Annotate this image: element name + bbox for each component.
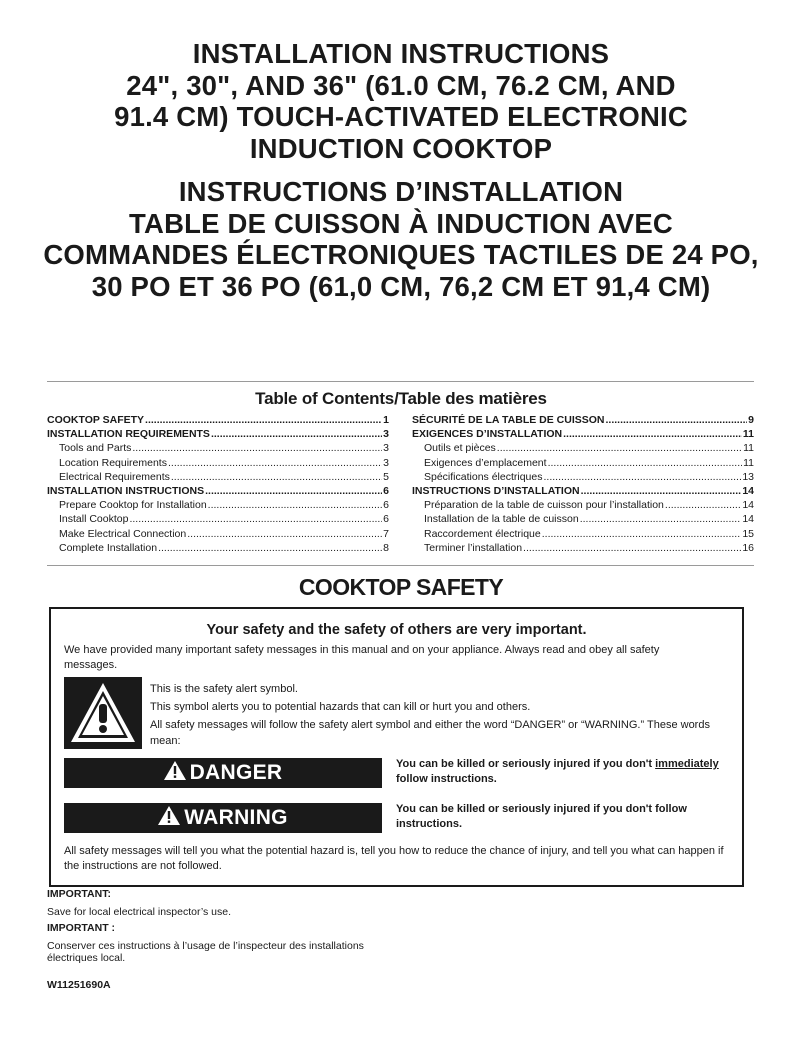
toc-entry-label: INSTALLATION REQUIREMENTS: [47, 428, 210, 441]
toc-leader-dots: [132, 441, 382, 455]
note-heading: IMPORTANT :: [47, 922, 116, 934]
toc-entry-page: 14: [742, 513, 754, 526]
alert-line: All safety messages will follow the safety alert symbol and either the word “DANGER” or “WARNING.” These words mean:: [150, 719, 710, 747]
toc-entry-label: INSTRUCTIONS D’INSTALLATION: [412, 485, 580, 498]
toc-leader-dots: [187, 527, 382, 541]
alert-line: This symbol alerts you to potential hazards that can kill or hurt you and others.: [150, 701, 531, 713]
alert-line: This is the safety alert symbol.: [150, 683, 298, 695]
toc-leader-dots: [497, 441, 742, 455]
toc-entry-label: Prepare Cooktop for Installation: [59, 499, 207, 512]
title-line: INSTRUCTIONS D’INSTALLATION: [178, 176, 624, 207]
toc-entry-label: SÉCURITÉ DE LA TABLE DE CUISSON: [412, 414, 605, 426]
toc-entry-label: Outils et pièces: [424, 442, 496, 455]
danger-label: DANGER: [189, 761, 283, 784]
toc-entry-page: 8: [383, 541, 389, 554]
toc-entry-label: Location Requirements: [59, 456, 167, 469]
toc-entry-page: 3: [383, 456, 389, 469]
title-line: INSTALLATION INSTRUCTIONS: [192, 38, 610, 69]
danger-text: follow instructions.: [396, 772, 497, 785]
safety-alert-explanation: [150, 682, 710, 752]
toc-entry[interactable]: [412, 498, 754, 512]
toc-entry-page: 11: [742, 428, 754, 441]
toc-leader-dots: [548, 456, 743, 470]
toc-entry[interactable]: [47, 470, 389, 484]
toc-entry-page: 6: [383, 513, 389, 526]
note-heading: IMPORTANT:: [47, 888, 111, 900]
title-line: INDUCTION COOKTOP: [249, 132, 553, 164]
section-heading: COOKTOP SAFETY: [298, 574, 504, 600]
toc-leader-dots: [563, 427, 742, 441]
toc-entry[interactable]: [412, 512, 754, 526]
document-number: W11251690A: [47, 979, 111, 991]
toc-entry-page: 3: [383, 442, 389, 455]
toc-entry-page: 15: [742, 527, 754, 540]
toc-entry-label: EXIGENCES D’INSTALLATION: [412, 428, 563, 441]
toc-entry-page: 5: [383, 470, 389, 483]
toc-entry[interactable]: [412, 427, 754, 441]
toc-entry-label: Raccordement électrique: [424, 527, 541, 540]
note-text: Conserver ces instructions à l’usage de l’inspecteur des installations électriques local.: [47, 939, 364, 964]
title-line: 91.4 CM) TOUCH-ACTIVATED ELECTRONIC: [114, 101, 688, 132]
title-line: TABLE DE CUISSON À INDUCTION AVEC: [129, 207, 673, 239]
toc-entry-label: Exigences d’emplacement: [424, 456, 547, 469]
toc-entry[interactable]: [47, 498, 389, 512]
toc-column-french: [412, 413, 754, 555]
toc-column-english: [47, 413, 389, 555]
french-title: [0, 176, 802, 302]
english-title: [0, 38, 802, 164]
toc-entry-page: 6: [383, 485, 389, 498]
warning-description: You can be killed or seriously injured if you don't follow instructions.: [396, 803, 687, 830]
toc-entry[interactable]: [47, 441, 389, 455]
toc-entry[interactable]: [47, 456, 389, 470]
toc-entry-label: Préparation de la table de cuisson pour l’installation: [424, 499, 664, 512]
toc-leader-dots: [205, 484, 382, 498]
toc-entry-label: Make Electrical Connection: [59, 527, 187, 540]
toc-leader-dots: [580, 512, 742, 526]
toc-entry[interactable]: [412, 541, 754, 555]
toc-entry[interactable]: [47, 541, 389, 555]
danger-banner: [64, 758, 382, 788]
divider: [47, 381, 754, 382]
toc-entry-label: Terminer l’installation: [424, 541, 523, 554]
danger-emphasis: immediately: [655, 758, 719, 770]
title-line: 24", 30", AND 36" (61.0 CM, 76.2 CM, AND: [126, 69, 676, 101]
toc-leader-dots: [158, 541, 382, 555]
toc-entry[interactable]: [412, 456, 754, 470]
toc-entry-page: 14: [742, 499, 754, 512]
toc-entry-page: 11: [743, 456, 754, 469]
toc-leader-dots: [171, 470, 382, 484]
toc-entry-label: Installation de la table de cuisson: [424, 513, 579, 526]
toc-entry[interactable]: [47, 427, 389, 441]
warning-triangle-icon: [164, 761, 186, 786]
toc-entry[interactable]: [412, 413, 754, 427]
warning-triangle-icon: [158, 806, 180, 831]
toc-entry[interactable]: [47, 484, 389, 498]
title-line: COMMANDES ÉLECTRONIQUES TACTILES DE 24 PO,: [43, 239, 759, 270]
toc-entry-label: Install Cooktop: [59, 513, 129, 526]
toc-leader-dots: [581, 484, 742, 498]
toc-leader-dots: [523, 541, 741, 555]
warning-label: WARNING: [184, 806, 288, 829]
toc-leader-dots: [665, 498, 741, 512]
safety-box-heading: Your safety and the safety of others are very important.: [206, 622, 587, 638]
important-notes: [47, 888, 377, 965]
toc-leader-dots: [542, 527, 742, 541]
toc-entry-page: 7: [383, 527, 389, 540]
toc-entry-page: 13: [742, 470, 754, 483]
toc-entry[interactable]: [412, 527, 754, 541]
toc-entry-label: Complete Installation: [59, 541, 158, 554]
toc-entry[interactable]: [47, 527, 389, 541]
toc-entry[interactable]: [47, 413, 389, 427]
toc-leader-dots: [168, 456, 382, 470]
toc-title: Table of Contents/Table des matières: [255, 389, 547, 408]
toc-entry-page: 6: [383, 499, 389, 512]
safety-closing-text: All safety messages will tell you what the potential hazard is, tell you how to reduce the chance of injury, and tell you what can happen if the instructions are not followed.: [64, 845, 724, 872]
toc-entry[interactable]: [412, 441, 754, 455]
danger-description: [396, 757, 741, 786]
toc-entry-label: COOKTOP SAFETY: [47, 414, 145, 426]
toc-entry-label: Spécifications électriques: [424, 470, 543, 483]
toc-entry-page: 11: [743, 442, 754, 455]
warning-banner: [64, 803, 382, 833]
toc-entry[interactable]: [47, 512, 389, 526]
toc-entry-page: 1: [383, 414, 389, 426]
danger-text: You can be killed or seriously injured if you don't: [396, 758, 656, 770]
toc-leader-dots: [606, 413, 748, 427]
toc-leader-dots: [208, 498, 382, 512]
toc-entry-page: 9: [748, 414, 754, 426]
toc-entry-label: Tools and Parts: [59, 442, 132, 455]
divider: [47, 565, 754, 566]
document-title-block: [0, 38, 802, 302]
toc-entry-page: 16: [742, 541, 754, 554]
safety-alert-icon: [64, 677, 142, 749]
safety-intro: We have provided many important safety messages in this manual and on your appliance. Always read and obey all safety messages.: [64, 644, 660, 671]
safety-message-box: [49, 607, 744, 887]
toc-entry-page: 3: [383, 428, 389, 441]
toc-entry-label: INSTALLATION INSTRUCTIONS: [47, 485, 205, 498]
toc-leader-dots: [543, 470, 741, 484]
toc-entry-label: Electrical Requirements: [59, 470, 170, 483]
toc-entry[interactable]: [412, 484, 754, 498]
note-text: Save for local electrical inspector’s use.: [47, 905, 232, 918]
toc-entry-page: 14: [742, 485, 754, 498]
toc-leader-dots: [145, 413, 382, 427]
title-line: 30 PO ET 36 PO (61,0 CM, 76,2 CM ET 91,4 CM): [91, 270, 711, 302]
toc-leader-dots: [211, 427, 382, 441]
toc-leader-dots: [129, 512, 382, 526]
toc-entry[interactable]: [412, 470, 754, 484]
